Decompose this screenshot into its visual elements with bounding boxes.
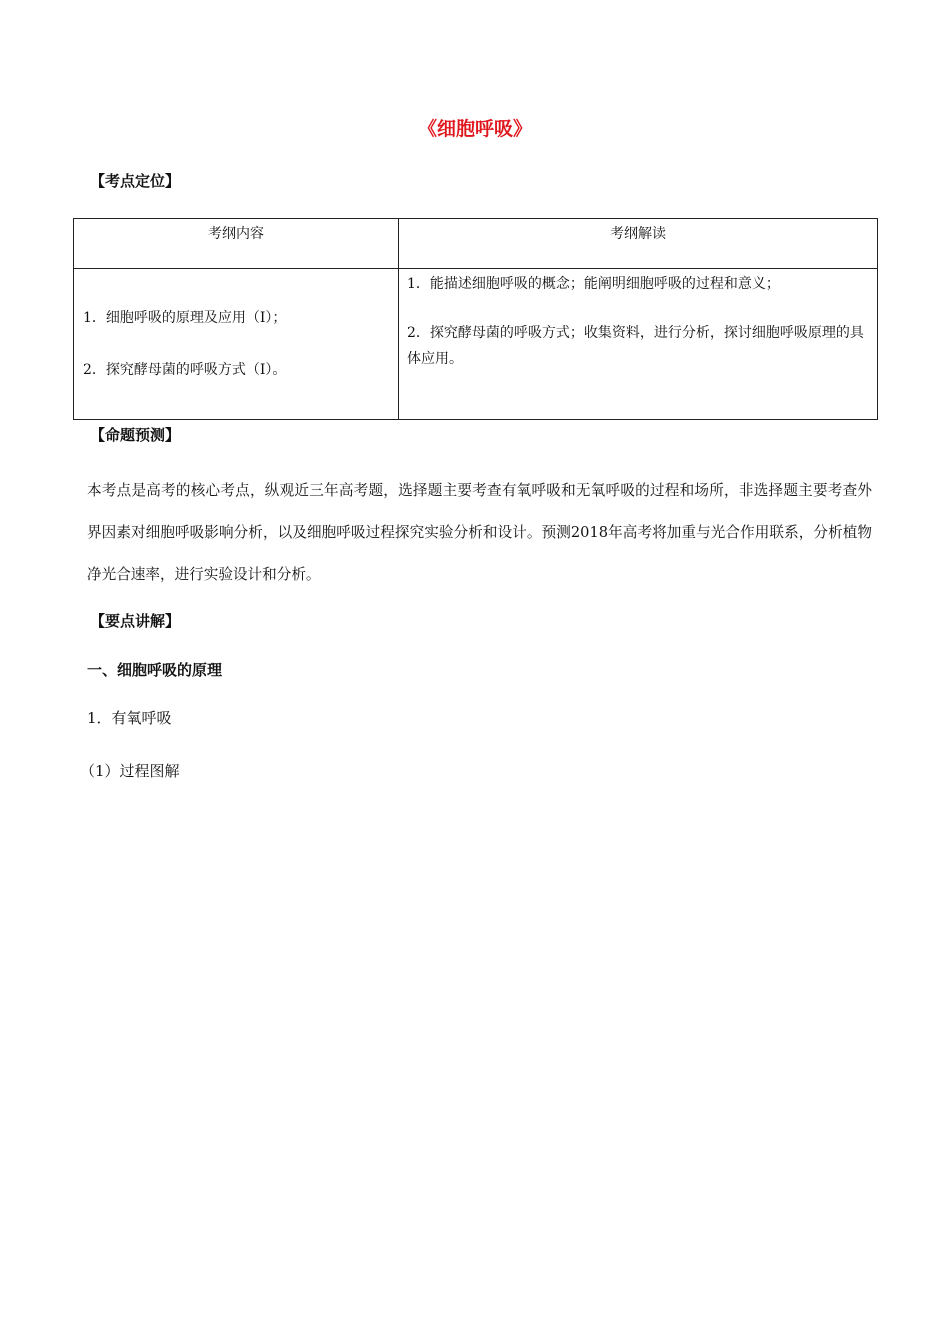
prediction-paragraph: 本考点是高考的核心考点，纵观近三年高考题，选择题主要考查有氧呼吸和无氧呼吸的过程和场所，非选择题主要考查外界因素对细胞呼吸影响分析，以及细胞呼吸过程探究实验分析和设计。预测2018年高考将加重与光合作用联系，分析植物净光合速率，进行实验设计和分析。 <box>87 482 872 583</box>
header-interpretation: 考纲解读 <box>399 219 878 269</box>
interpretation-item: 1．能描述细胞呼吸的概念；能阐明细胞呼吸的过程和意义； <box>407 276 780 292</box>
interpretation-cell <box>399 269 878 420</box>
content-item: 1．细胞呼吸的原理及应用（Ⅰ）； <box>83 310 287 326</box>
content-cell <box>74 269 399 420</box>
table-row <box>74 269 878 420</box>
table-header-row <box>74 219 878 269</box>
section-exam-position: 【考点定位】 <box>90 172 181 190</box>
interpretation-item: 2．探究酵母菌的呼吸方式；收集资料，进行分析，探讨细胞呼吸原理的具体应用。 <box>407 325 864 367</box>
document-title: 《细胞呼吸》 <box>417 118 532 140</box>
item-process-diagram: （1）过程图解 <box>80 762 180 780</box>
header-content: 考纲内容 <box>74 219 399 269</box>
content-item: 2．探究酵母菌的呼吸方式（Ⅰ）。 <box>83 362 287 378</box>
section-key-points: 【要点讲解】 <box>90 612 181 630</box>
outline-table <box>73 218 878 420</box>
section-prediction: 【命题预测】 <box>90 426 181 444</box>
item-aerobic-respiration: 1．有氧呼吸 <box>87 709 172 727</box>
heading-principle: 一、细胞呼吸的原理 <box>87 661 223 679</box>
